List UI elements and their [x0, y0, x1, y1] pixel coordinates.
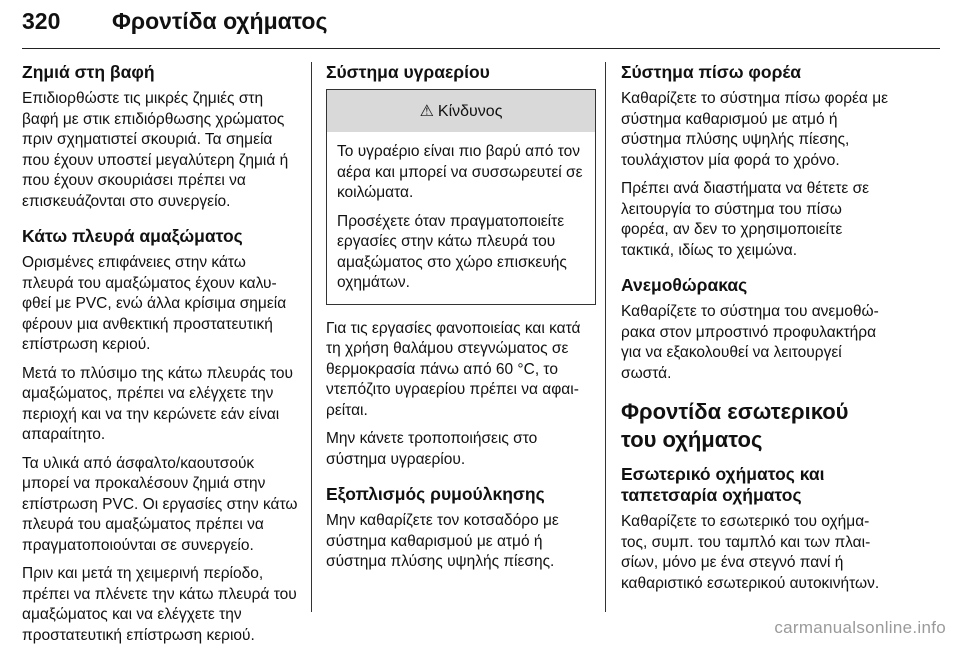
paragraph: Καθαρίζετε το σύστημα του ανεμοθώρακα στον μπροστινό προφυλακτήρα για να εξακολουθεί να λειτουργεί σωστά.: [621, 303, 879, 382]
paragraph: Καθαρίζετε το εσωτερικό του οχήματος, συμπ. του ταμπλό και των πλαισίων, μόνο με ένα στεγνό πανί ή καθαριστικό εσωτερικού αυτοκινήτων.: [621, 513, 880, 592]
section-heading: Σύστημα πίσω φορέα: [621, 62, 802, 82]
column-divider: [605, 62, 606, 612]
paragraph: Πρέπει ανά διαστήματα να θέτετε σε λειτουργία το σύστημα του πίσω φορέα, αν δεν το χρησιμοποιείτε τακτικά, ιδίως το χειμώνα.: [621, 180, 870, 259]
section-heading: Εσωτερικό οχήματος και ταπετσαρία οχήματος: [621, 464, 825, 505]
paragraph: Πριν και μετά τη χειμερινή περίοδο, πρέπει να πλένετε την κάτω πλευρά του αμαξώματος και να ελέγχετε την προστατευτική επίστρωση κεριού.: [22, 565, 297, 644]
danger-body: [327, 132, 595, 304]
header-rule: [22, 48, 940, 49]
page-header: [22, 8, 942, 52]
paragraph: Ορισμένες επιφάνειες στην κάτω πλευρά του αμαξώματος έχουν καλυφθεί με PVC, ενώ άλλα κρίσιμα σημεία φέρουν μια ανθεκτική προστατευτική επίστρωση κεριού.: [22, 254, 287, 353]
paragraph: Μην καθαρίζετε τον κοτσαδόρο με σύστημα καθαρισμού με ατμό ή σύστημα πλύσης υψηλής πίεσης.: [326, 512, 559, 570]
danger-title: Κίνδυνος: [437, 103, 503, 120]
paragraph: Μην κάνετε τροποποιήσεις στο σύστημα υγραερίου.: [326, 430, 538, 468]
section-heading: Ανεμοθώρακας: [621, 275, 748, 295]
column-middle: [326, 62, 596, 581]
danger-box: [326, 89, 596, 305]
paragraph: Μετά το πλύσιμο της κάτω πλευράς του αμαξώματος, πρέπει να ελέγχετε την περιοχή και να την κερώνετε εάν είναι απαραίτητο.: [22, 364, 293, 443]
paragraph: Τα υλικά από άσφαλτο/καουτσούκ μπορεί να προκαλέσουν ζημιά στην επίστρωση PVC. Οι εργασίες στην κάτω πλευρά του αμαξώματος πρέπει να πραγματοποιούνται σε συνεργείο.: [22, 454, 298, 554]
page-number: 320: [22, 8, 61, 34]
paragraph: Επιδιορθώστε τις μικρές ζημιές στη βαφή με στικ επιδιόρθωσης χρώματος πριν σχηματιστεί σκουριά. Τα σημεία που έχουν υποστεί μεγαλύτερη ζημιά ή που έχουν σκουριάσει πρέπει να επισκευάζονται στο συνεργείο.: [22, 90, 289, 210]
section-heading: Εξοπλισμός ρυμούλκησης: [326, 484, 545, 504]
section-heading: Σύστημα υγραερίου: [326, 62, 490, 82]
page-title: Φροντίδα οχήματος: [112, 8, 328, 34]
column-left: [22, 62, 298, 654]
watermark: carmanualsonline.info: [774, 618, 946, 637]
column-right: [621, 62, 889, 602]
section-heading: Ζημιά στη βαφή: [22, 62, 155, 82]
column-divider: [311, 62, 312, 612]
chapter-heading: Φροντίδα εσωτερικού του οχήματος: [621, 399, 849, 452]
paragraph: Το υγραέριο είναι πιο βαρύ από τον αέρα και μπορεί να συσσωρευτεί σε κοιλώματα.: [337, 143, 583, 201]
paragraph: Για τις εργασίες φανοποιείας και κατά τη χρήση θαλάμου στεγνώματος σε θερμοκρασία πάνω από 60 °C, το ντεπόζιτο υγραερίου πρέπει να αφαιρείται.: [326, 319, 581, 419]
paragraph: Προσέχετε όταν πραγματοποιείτε εργασίες στην κάτω πλευρά του αμαξώματος στο χώρο επισκευής οχημάτων.: [337, 212, 567, 291]
danger-header: [327, 90, 595, 132]
warning-triangle-icon: ⚠: [419, 103, 434, 120]
paragraph: Καθαρίζετε το σύστημα πίσω φορέα με σύστημα καθαρισμού με ατμό ή σύστημα πλύσης υψηλής πίεσης, τουλάχιστον μία φορά το χρόνο.: [621, 90, 889, 169]
section-heading: Κάτω πλευρά αμαξώματος: [22, 226, 243, 246]
